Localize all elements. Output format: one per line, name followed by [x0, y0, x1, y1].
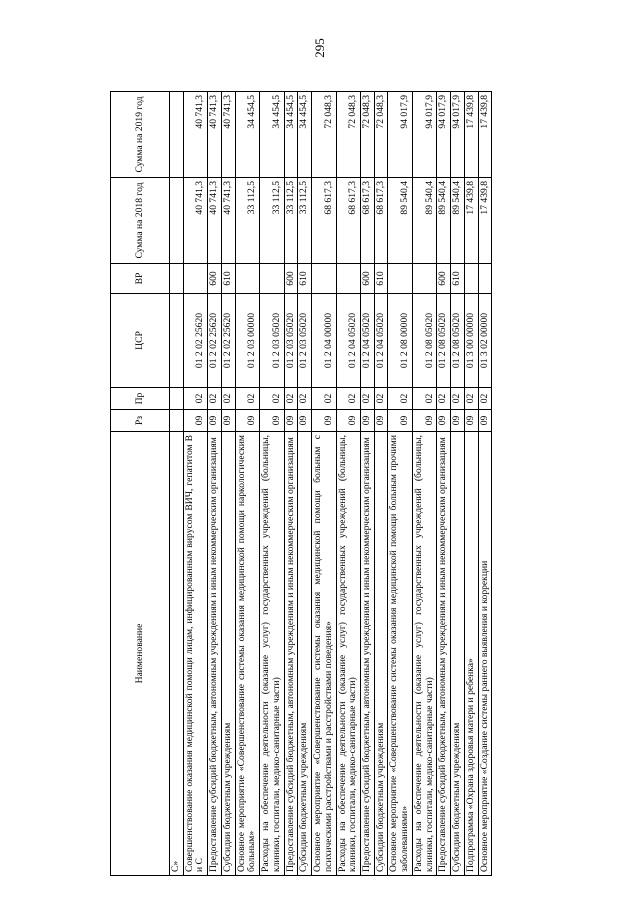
- cell-name: Основное мероприятие «Создание системы раннего выявления и коррекции: [478, 432, 492, 876]
- cell-vr: [312, 264, 336, 294]
- cell-name: Подпрограмма «Охрана здоровья матери и ребенка»: [464, 432, 478, 876]
- cell-sum-2019: 17 439,8: [478, 92, 492, 178]
- cell-vr: [235, 264, 259, 294]
- cell-csr: 01 2 08 00000: [388, 294, 412, 388]
- cell-csr: 01 2 04 05020: [336, 294, 360, 388]
- table-row: [284, 92, 298, 876]
- table-row: [260, 92, 284, 876]
- cell-sum-2019: 72 048,3: [312, 92, 336, 178]
- table-row: [336, 92, 360, 876]
- table-row: [388, 92, 412, 876]
- budget-table: [110, 91, 492, 876]
- cell-sum-2018: 68 617,3: [336, 178, 360, 264]
- cell-name: Предоставление субсидий бюджетным, автономным учреждениям и иным некоммерческим организациям: [284, 432, 298, 876]
- cell-name: Основное мероприятие «Совершенствование системы оказания медицинской помощи больным с психическими расстройствами и расстройствами поведения»: [312, 432, 336, 876]
- cell-pr: 02: [208, 388, 222, 410]
- cell-sum-2018: 40 741,3: [183, 178, 207, 264]
- cell-rz: [170, 410, 184, 432]
- cell-rz: 09: [437, 410, 451, 432]
- cell-pr: 02: [235, 388, 259, 410]
- cell-rz: 09: [388, 410, 412, 432]
- cell-vr: 600: [208, 264, 222, 294]
- cell-sum-2018: 40 741,3: [208, 178, 222, 264]
- cell-sum-2018: 17 439,8: [464, 178, 478, 264]
- cell-sum-2019: 34 454,5: [260, 92, 284, 178]
- cell-name: Основное мероприятие «Совершенствование системы оказания медицинской помощи наркологическим больным»: [235, 432, 259, 876]
- cell-csr: 01 2 02 25620: [208, 294, 222, 388]
- cell-sum-2019: 72 048,3: [374, 92, 388, 178]
- header-sum-2019: Сумма на 2019 год: [111, 92, 170, 178]
- cell-rz: 09: [312, 410, 336, 432]
- cell-vr: 600: [437, 264, 451, 294]
- cell-pr: 02: [298, 388, 312, 410]
- cell-pr: 02: [183, 388, 207, 410]
- rotated-table-container: [110, 92, 530, 876]
- cell-sum-2018: 68 617,3: [374, 178, 388, 264]
- cell-csr: 01 2 03 05020: [298, 294, 312, 388]
- cell-sum-2018: 40 741,3: [221, 178, 235, 264]
- cell-sum-2019: 40 741,3: [208, 92, 222, 178]
- table-row: [208, 92, 222, 876]
- cell-rz: 09: [183, 410, 207, 432]
- cell-rz: 09: [221, 410, 235, 432]
- cell-csr: 01 2 02 25620: [183, 294, 207, 388]
- cell-csr: 01 3 02 00000: [478, 294, 492, 388]
- cell-pr: 02: [374, 388, 388, 410]
- cell-csr: 01 2 03 05020: [284, 294, 298, 388]
- cell-sum-2019: 34 454,5: [235, 92, 259, 178]
- header-pr: Пр: [111, 388, 170, 410]
- table-row: [312, 92, 336, 876]
- cell-sum-2019: 94 017,9: [451, 92, 465, 178]
- cell-csr: 01 2 08 05020: [437, 294, 451, 388]
- cell-sum-2018: 33 112,5: [235, 178, 259, 264]
- cell-pr: 02: [388, 388, 412, 410]
- cell-sum-2018: 89 540,4: [437, 178, 451, 264]
- cell-rz: 09: [298, 410, 312, 432]
- cell-csr: 01 2 03 00000: [235, 294, 259, 388]
- cell-csr: 01 2 08 05020: [451, 294, 465, 388]
- cell-rz: 09: [235, 410, 259, 432]
- cell-vr: 600: [361, 264, 375, 294]
- cell-rz: 09: [412, 410, 436, 432]
- cell-rz: 09: [464, 410, 478, 432]
- cell-name: Субсидии бюджетным учреждениям: [374, 432, 388, 876]
- cell-sum-2019: 34 454,5: [284, 92, 298, 178]
- cell-pr: 02: [221, 388, 235, 410]
- cell-rz: 09: [260, 410, 284, 432]
- cell-csr: 01 2 04 05020: [361, 294, 375, 388]
- cell-pr: 02: [451, 388, 465, 410]
- cell-name: Субсидии бюджетным учреждениям: [221, 432, 235, 876]
- cell-vr: [183, 264, 207, 294]
- cell-rz: 09: [208, 410, 222, 432]
- cell-pr: 02: [336, 388, 360, 410]
- cell-vr: [388, 264, 412, 294]
- table-row: [221, 92, 235, 876]
- cell-name: С»: [170, 432, 184, 876]
- cell-csr: [170, 294, 184, 388]
- cell-csr: 01 3 00 00000: [464, 294, 478, 388]
- header-sum-2018: Сумма на 2018 год: [111, 178, 170, 264]
- cell-vr: [478, 264, 492, 294]
- cell-sum-2019: 94 017,9: [388, 92, 412, 178]
- cell-sum-2019: [170, 92, 184, 178]
- header-vr: ВР: [111, 264, 170, 294]
- cell-name: Предоставление субсидий бюджетным, автономным учреждениям и иным некоммерческим организациям: [437, 432, 451, 876]
- cell-vr: 610: [221, 264, 235, 294]
- cell-sum-2019: 34 454,5: [298, 92, 312, 178]
- cell-name: Предоставление субсидий бюджетным, автономным учреждениям и иным некоммерческим организациям: [361, 432, 375, 876]
- cell-name: Субсидии бюджетным учреждениям: [451, 432, 465, 876]
- cell-sum-2018: 33 112,5: [298, 178, 312, 264]
- table-row: [464, 92, 478, 876]
- table-row: [412, 92, 436, 876]
- cell-pr: 02: [478, 388, 492, 410]
- cell-sum-2019: 40 741,3: [221, 92, 235, 178]
- header-csr: ЦСР: [111, 294, 170, 388]
- cell-csr: 01 2 02 25620: [221, 294, 235, 388]
- cell-sum-2018: 33 112,5: [260, 178, 284, 264]
- table-row: [170, 92, 184, 876]
- cell-sum-2019: 40 741,3: [183, 92, 207, 178]
- cell-sum-2019: 17 439,8: [464, 92, 478, 178]
- cell-csr: 01 2 04 00000: [312, 294, 336, 388]
- cell-pr: 02: [312, 388, 336, 410]
- cell-sum-2018: 89 540,4: [388, 178, 412, 264]
- cell-vr: 600: [284, 264, 298, 294]
- cell-pr: 02: [260, 388, 284, 410]
- cell-pr: 02: [412, 388, 436, 410]
- table-row: [361, 92, 375, 876]
- cell-rz: 09: [374, 410, 388, 432]
- page-number: 295: [312, 38, 327, 58]
- cell-pr: 02: [284, 388, 298, 410]
- cell-vr: [170, 264, 184, 294]
- cell-csr: 01 2 04 05020: [374, 294, 388, 388]
- cell-name: Основное мероприятие «Совершенствование системы оказания медицинской помощи больным прочими заболеваниями»: [388, 432, 412, 876]
- cell-name: Совершенствование оказания медицинской помощи лицам, инфицированным вирусом ВИЧ, гепатитом В и С: [183, 432, 207, 876]
- cell-vr: 610: [451, 264, 465, 294]
- cell-vr: [260, 264, 284, 294]
- cell-pr: 02: [361, 388, 375, 410]
- cell-sum-2019: 94 017,9: [412, 92, 436, 178]
- cell-sum-2018: 68 617,3: [312, 178, 336, 264]
- cell-vr: 610: [298, 264, 312, 294]
- table-row: [298, 92, 312, 876]
- table-row: [183, 92, 207, 876]
- cell-rz: 09: [478, 410, 492, 432]
- cell-sum-2018: 89 540,4: [451, 178, 465, 264]
- cell-name: Расходы на обеспечение деятельности (оказание услуг) государственных учреждений (больницы, клиники, госпитали, медико-санитарные части): [336, 432, 360, 876]
- cell-sum-2019: 94 017,9: [437, 92, 451, 178]
- cell-sum-2018: 89 540,4: [412, 178, 436, 264]
- table-row: [235, 92, 259, 876]
- cell-vr: 610: [374, 264, 388, 294]
- cell-name: Расходы на обеспечение деятельности (оказание услуг) государственных учреждений (больницы, клиники, госпитали, медико-санитарные части): [412, 432, 436, 876]
- cell-pr: 02: [437, 388, 451, 410]
- cell-csr: 01 2 08 05020: [412, 294, 436, 388]
- table-row: [451, 92, 465, 876]
- cell-sum-2019: 72 048,3: [336, 92, 360, 178]
- cell-sum-2018: 17 439,8: [478, 178, 492, 264]
- cell-vr: [412, 264, 436, 294]
- cell-sum-2018: [170, 178, 184, 264]
- table-row: [478, 92, 492, 876]
- cell-rz: 09: [284, 410, 298, 432]
- cell-sum-2018: 33 112,5: [284, 178, 298, 264]
- table-row: [374, 92, 388, 876]
- header-rz: Рз: [111, 410, 170, 432]
- cell-csr: 01 2 03 05020: [260, 294, 284, 388]
- cell-rz: 09: [336, 410, 360, 432]
- cell-pr: 02: [464, 388, 478, 410]
- header-name: Наименование: [111, 432, 170, 876]
- table-header-row: [111, 92, 170, 876]
- cell-sum-2018: 68 617,3: [361, 178, 375, 264]
- cell-sum-2019: 72 048,3: [361, 92, 375, 178]
- cell-name: Предоставление субсидий бюджетным, автономным учреждениям и иным некоммерческим организациям: [208, 432, 222, 876]
- cell-rz: 09: [361, 410, 375, 432]
- cell-name: Субсидии бюджетным учреждениям: [298, 432, 312, 876]
- cell-vr: [464, 264, 478, 294]
- cell-rz: 09: [451, 410, 465, 432]
- table-row: [437, 92, 451, 876]
- cell-pr: [170, 388, 184, 410]
- cell-name: Расходы на обеспечение деятельности (оказание услуг) государственных учреждений (больницы, клиники, госпитали, медико-санитарные части): [260, 432, 284, 876]
- cell-vr: [336, 264, 360, 294]
